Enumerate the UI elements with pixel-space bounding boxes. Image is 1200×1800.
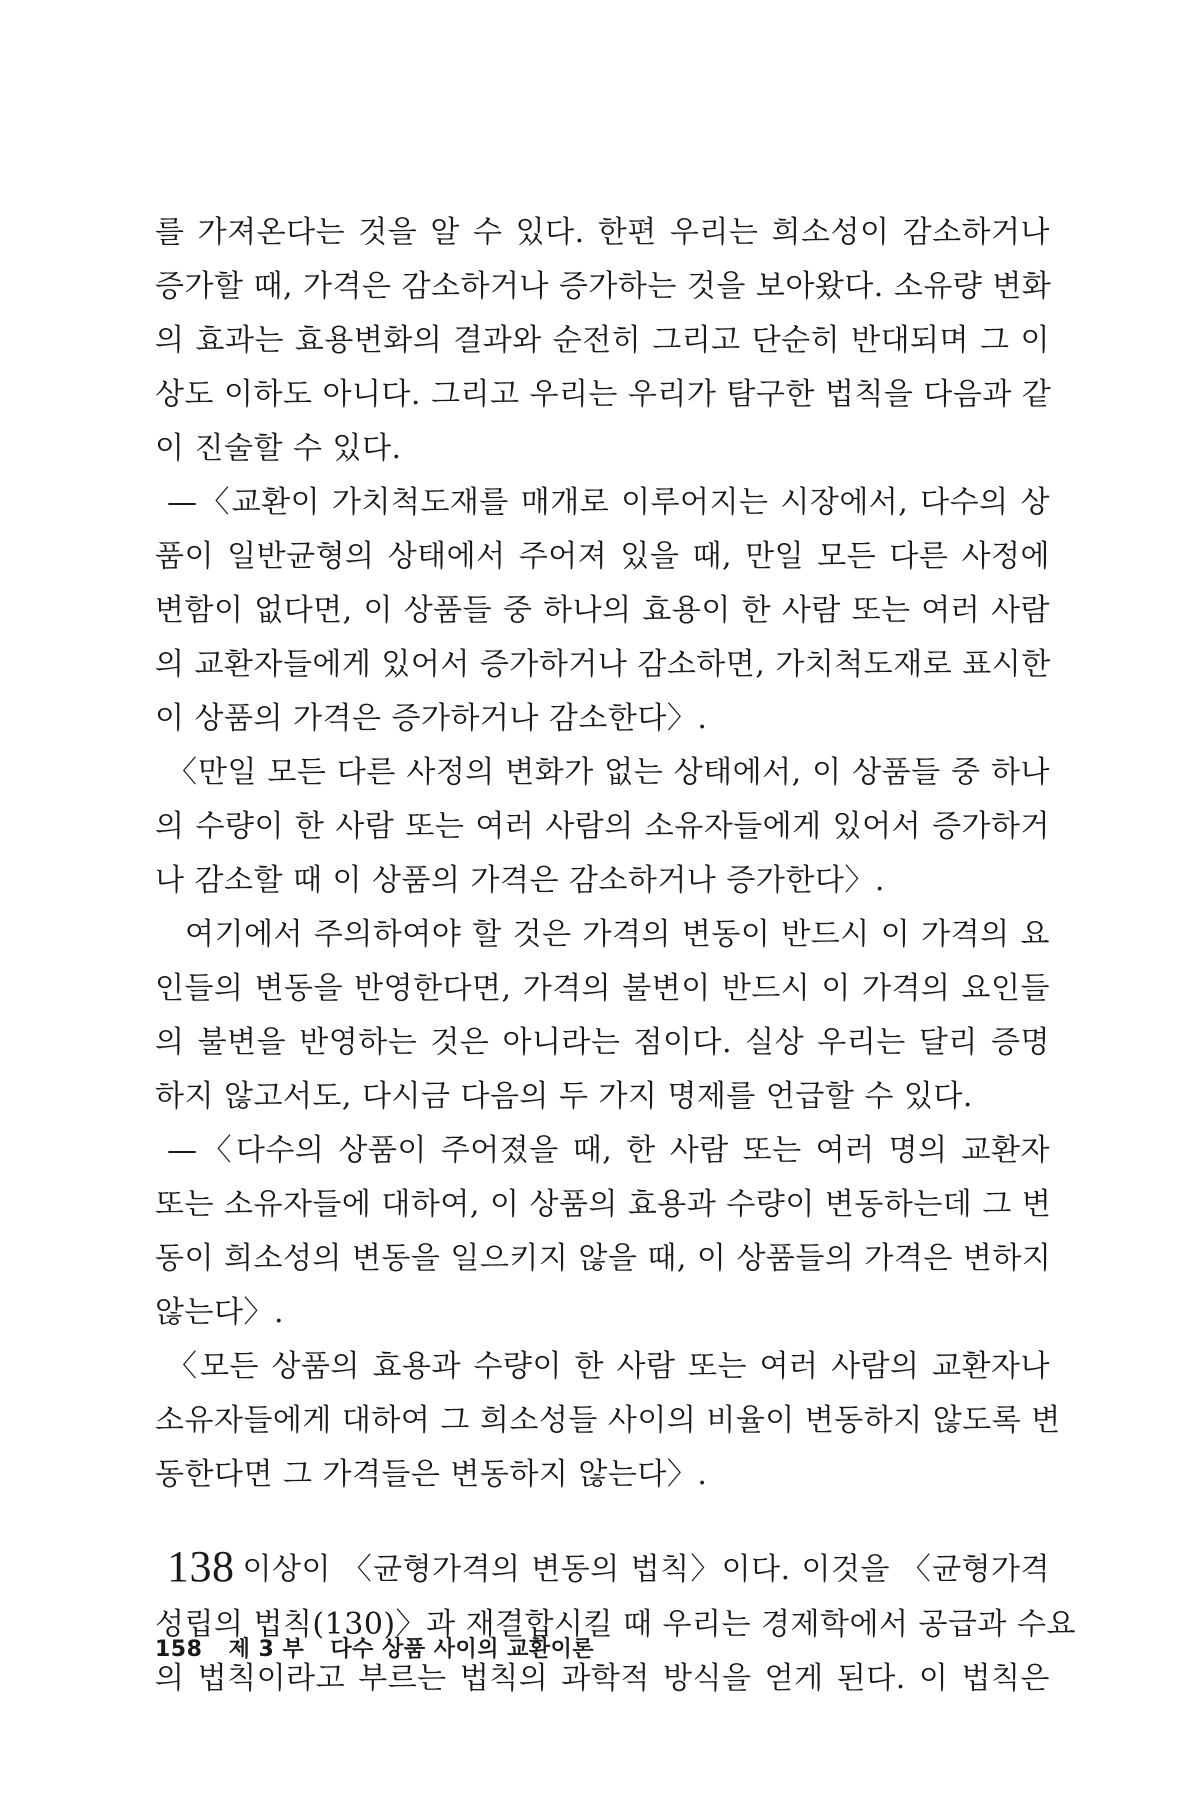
page-footer — [155, 1632, 594, 1663]
text-line: 상도 이하도 아니다. 그리고 우리는 우리가 탐구한 법칙을 다음과 같 — [155, 377, 1052, 412]
text-line: 소유자들에게 대하여 그 희소성들 사이의 비율이 변동하지 않도록 변 — [155, 1403, 1061, 1438]
text-line: 이 상품의 가격은 증가하거나 감소한다〉. — [155, 701, 708, 736]
text-line: 여기에서 주의하여야 할 것은 가격의 변동이 반드시 이 가격의 요 — [185, 917, 1050, 952]
text-line: 하지 않고서도, 다시금 다음의 두 가지 명제를 언급할 수 있다. — [155, 1079, 973, 1114]
running-title: 다수 상품 사이의 교환이론 — [330, 1637, 595, 1662]
text-line: 않는다〉. — [155, 1295, 284, 1330]
text-line: 의 효과는 효용변화의 결과와 순전히 그리고 단순히 반대되며 그 이 — [155, 323, 1050, 358]
paragraph-gap — [155, 1502, 1050, 1536]
section-first-line — [155, 1536, 1050, 1598]
text-line: 〈만일 모든 다른 사정의 변화가 없는 상태에서, 이 상품들 중 하나 — [167, 755, 1050, 790]
page-body — [155, 206, 1076, 1706]
text-line: —〈교환이 가치척도재를 매개로 이루어지는 시장에서, 다수의 상 — [167, 485, 1050, 520]
text-line: 증가할 때, 가격은 감소하거나 증가하는 것을 보아왔다. 소유량 변화 — [155, 269, 1052, 304]
text-line: 이 진술할 수 있다. — [155, 431, 402, 466]
text-line: 성립의 법칙(130)〉과 재결합시킬 때 우리는 경제학에서 공급과 수요 — [155, 1607, 1076, 1642]
text-line: 의 불변을 반영하는 것은 아니라는 점이다. 실상 우리는 달리 증명 — [155, 1025, 1050, 1060]
text-line: 〈모든 상품의 효용과 수량이 한 사람 또는 여러 사람의 교환자나 — [167, 1349, 1050, 1384]
text-line: 의 교환자들에게 있어서 증가하거나 감소하면, 가치척도재로 표시한 — [155, 647, 1051, 682]
page-number: 158 — [155, 1637, 203, 1662]
text-line: 나 감소할 때 이 상품의 가격은 감소하거나 증가한다〉. — [155, 863, 885, 898]
text-line: 변함이 없다면, 이 상품들 중 하나의 효용이 한 사람 또는 여러 사람 — [155, 593, 1050, 628]
text-line: 인들의 변동을 반영한다면, 가격의 불변이 반드시 이 가격의 요인들 — [155, 971, 1050, 1006]
text-line: 동한다면 그 가격들은 변동하지 않는다〉. — [155, 1457, 708, 1492]
section-line-text: 이상이 〈균형가격의 변동의 법칙〉이다. 이것을 〈균형가격 — [242, 1552, 1050, 1587]
text-line: 의 법칙이라고 부르는 법칙의 과학적 방식을 얻게 된다. 이 법칙은 — [155, 1661, 1050, 1696]
text-line: 품이 일반균형의 상태에서 주어져 있을 때, 만일 모든 다른 사정에 — [155, 539, 1050, 574]
part-label: 제 3 부 — [228, 1637, 305, 1662]
section-number: 138 — [167, 1542, 235, 1591]
text-line: —〈다수의 상품이 주어졌을 때, 한 사람 또는 여러 명의 교환자 — [167, 1133, 1050, 1168]
text-line: 동이 희소성의 변동을 일으키지 않을 때, 이 상품들의 가격은 변하지 — [155, 1241, 1052, 1276]
text-line: 의 수량이 한 사람 또는 여러 사람의 소유자들에게 있어서 증가하거 — [155, 809, 1050, 844]
text-line: 를 가져온다는 것을 알 수 있다. 한편 우리는 희소성이 감소하거나 — [155, 215, 1050, 250]
text-line: 또는 소유자들에 대하여, 이 상품의 효용과 수량이 변동하는데 그 변 — [155, 1187, 1052, 1222]
